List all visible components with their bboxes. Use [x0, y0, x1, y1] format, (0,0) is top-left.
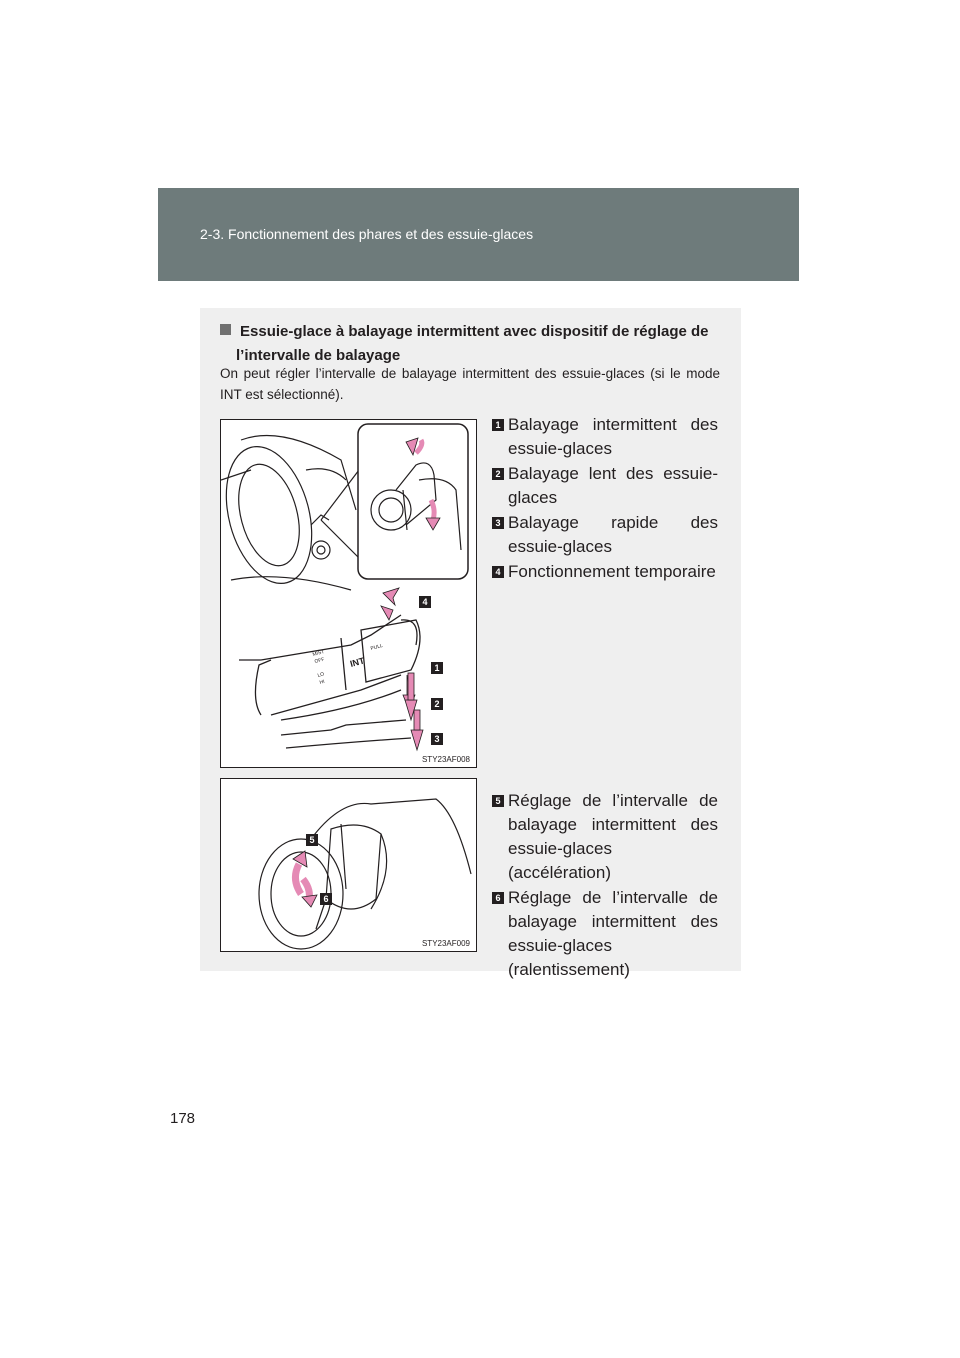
legend-item-1: 1 Balayage intermittent des essuie-glaces	[492, 413, 718, 461]
legend-item-6: 6 Réglage de l’intervalle de balayage intermittent des essuie-glaces (ralentissement)	[492, 886, 718, 982]
legend-item-5: 5 Réglage de l’intervalle de balayage intermittent des essuie-glaces (accélération)	[492, 789, 718, 885]
label-lo: LO	[316, 671, 325, 679]
callout-2: 2	[431, 698, 443, 710]
legend-item-2: 2 Balayage lent des essuie-glaces	[492, 462, 718, 510]
bullet-square-icon	[220, 324, 231, 335]
label-int: INT	[348, 655, 366, 669]
label-pull: PULL	[369, 642, 384, 652]
wiper-lever-figure	[220, 419, 477, 768]
label-off: OFF	[313, 656, 326, 665]
page-number: 178	[170, 1110, 196, 1127]
callout-4: 4	[419, 596, 431, 608]
label-hi: HI	[318, 678, 326, 686]
callout-5: 5	[306, 834, 318, 846]
callout-1: 1	[431, 662, 443, 674]
figure-code: STY23AF009	[421, 939, 470, 948]
legend-item-4: 4 Fonctionnement temporaire	[492, 560, 718, 584]
intro-paragraph: On peut régler l’intervalle de balayage intermittent des essuie-glaces (si le mode INT est sélectionné).	[220, 366, 720, 402]
interval-knob-illustration	[221, 779, 476, 951]
figure-code: STY23AF008	[421, 755, 470, 764]
callout-3: 3	[431, 733, 443, 745]
heading-line-1: Essuie-glace à balayage intermittent avec dispositif de réglage de	[240, 323, 709, 340]
legend-list-1	[492, 413, 718, 584]
callout-6: 6	[320, 893, 332, 905]
label-mist: MIST	[311, 649, 326, 658]
legend-item-3: 3 Balayage rapide des essuie-glaces	[492, 511, 718, 559]
heading-line-2: l’intervalle de balayage	[236, 347, 401, 364]
legend-list-2	[492, 789, 718, 982]
section-heading	[220, 320, 720, 368]
interval-knob-figure	[220, 778, 477, 952]
section-title: 2-3. Fonctionnement des phares et des essuie-glaces	[200, 226, 534, 242]
wiper-lever-illustration	[221, 420, 476, 767]
